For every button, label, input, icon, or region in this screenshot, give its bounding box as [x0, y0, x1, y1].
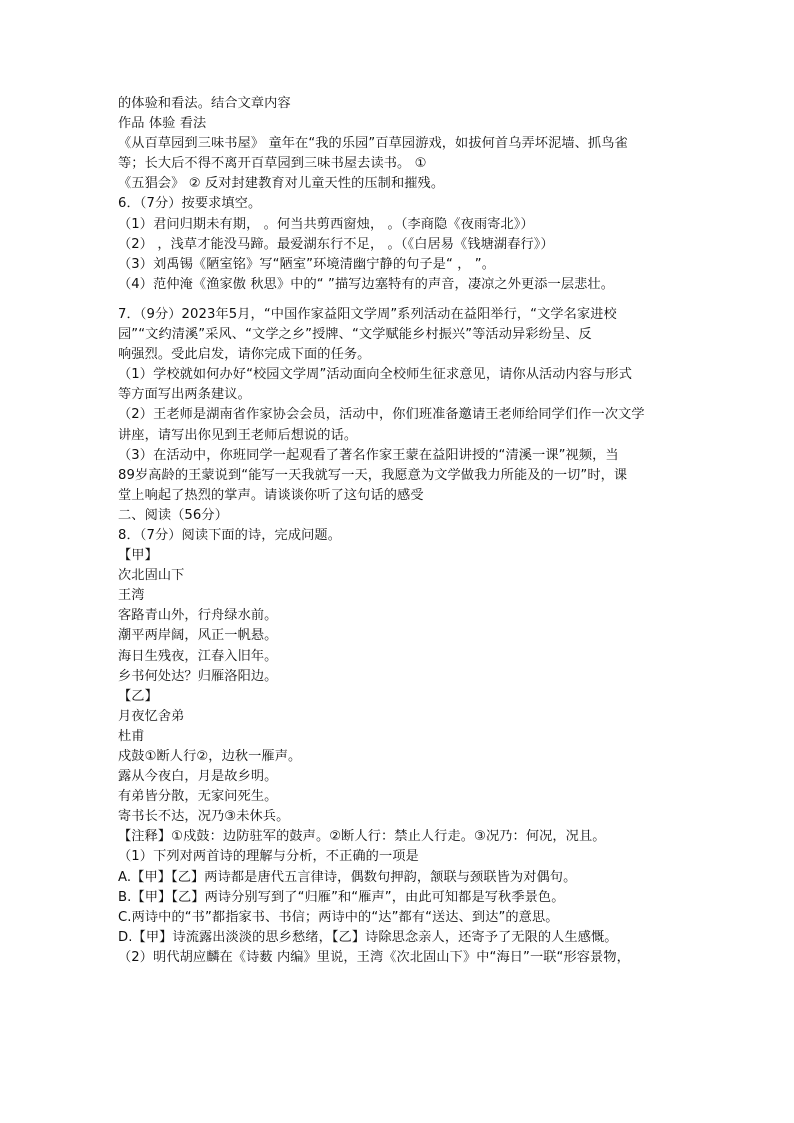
question-7-text: 园”“文约清溪”采风、“文学之乡”授牌、“文学赋能乡村振兴”等活动异彩纷呈、反 — [118, 327, 592, 343]
poem-line: 客路青山外，行舟绿水前。 — [118, 608, 278, 624]
question-6-item-1: （1）君问归期未有期， 。何当共剪西窗烛， 。（李商隐《夜雨寄北》） — [118, 216, 534, 232]
poem-line: 戍鼓①断人行②，边秋一雁声。 — [118, 749, 302, 764]
table-header-line: 作品 体验 看法 — [118, 116, 207, 132]
annotation-line: 【注释】①戍鼓：边防驻军的鼓声。②断人行：禁止人行走。③况乃：何况，况且。 — [118, 829, 606, 845]
poem-label-yi: 【乙】 — [118, 688, 158, 704]
poem-label-jia: 【甲】 — [118, 548, 158, 564]
blank-line — [118, 295, 688, 305]
text-line: 的体验和看法。结合文章内容 — [118, 96, 291, 111]
poem-line: 海日生残夜，江春入旧年。 — [118, 648, 278, 664]
question-7-item-2: 讲座，请写出你见到王老师后想说的话。 — [118, 427, 358, 443]
poem-line: 露从今夜白，月是故乡明。 — [118, 769, 278, 785]
poem-line: 有弟皆分散，无家问死生。 — [118, 789, 278, 805]
document-page — [118, 94, 688, 968]
question-6-item-3: （3）刘禹锡《陋室铭》写“陋室”环境清幽宁静的句子是“ ， ”。 — [118, 256, 495, 272]
question-7-item-2: （2）王老师是湖南省作家协会会员，活动中，你们班准备邀请王老师给同学们作一次文学 — [118, 407, 645, 423]
table-row-line: 《五猖会》 ② 反对封建教育对儿童天性的压制和摧残。 — [118, 176, 445, 192]
question-6-title: 6．（7分）按要求填空。 — [118, 196, 262, 212]
poem-title: 月夜忆舍弟 — [118, 708, 185, 724]
option-c: C.两诗中的“书”都指家书、书信；两诗中的“达”都有“送达、到达”的意思。 — [118, 909, 559, 925]
poem-title: 次北固山下 — [118, 568, 185, 584]
table-row-line: 《从百草园到三味书屋》 童年在“我的乐园”百草园游戏，如拔何首乌弄坏泥墙、抓鸟雀 — [118, 136, 628, 152]
section-heading: 二、阅读（56分） — [118, 507, 228, 523]
table-row-line: 等；长大后不得不离开百草园到三味书屋去读书。 ① — [118, 156, 427, 172]
poem-line: 寄书长不达，况乃③未休兵。 — [118, 809, 290, 825]
question-7-item-3: （3）在活动中，你班同学一起观看了著名作家王蒙在益阳讲授的“清溪一课”视频，当 — [118, 447, 619, 463]
option-b: B.【甲】【乙】两诗分别写到了“归雁”和“雁声”，由此可知都是写秋季景色。 — [118, 889, 565, 905]
question-7-item-1: （1）学校就如何办好“校园文学周”活动面向全校师生征求意见，请你从活动内容与形式 — [118, 367, 632, 383]
question-6-item-2: （2） ，浅草才能没马蹄。最爱湖东行不足， 。（《白居易《钱塘湖春行》） — [118, 236, 554, 252]
question-7-item-3: 89岁高龄的王蒙说到“能写一天我就写一天，我愿意为文学做我力所能及的一切”时，课 — [118, 467, 628, 483]
option-d: D.【甲】诗流露出淡淡的思乡愁绪，【乙】诗除思念亲人，还寄予了无限的人生感慨。 — [118, 929, 618, 945]
question-6-item-4: （4）范仲淹《渔家傲 秋思》中的“ ”描写边塞特有的声音，凄凉之外更添一层悲壮。 — [118, 276, 614, 292]
poem-line: 乡书何处达？归雁洛阳边。 — [118, 668, 278, 684]
poem-author: 杜甫 — [118, 728, 145, 744]
question-8-item-2: （2）明代胡应麟在《诗薮 内编》里说，王湾《次北固山下》中“海日”一联“形容景物， — [118, 949, 630, 965]
poem-line: 潮平两岸阔，风正一帆悬。 — [118, 628, 278, 644]
option-a: A.【甲】【乙】两诗都是唐代五言律诗，偶数句押韵，颔联与颈联皆为对偶句。 — [118, 869, 577, 885]
question-8-item-1: （1）下列对两首诗的理解与分析，不正确的一项是 — [118, 849, 419, 865]
question-7-item-3: 堂上响起了热烈的掌声。请谈谈你听了这句话的感受 — [118, 487, 424, 503]
question-7-item-1: 等方面写出两条建议。 — [118, 387, 251, 403]
question-7-text: 响强烈。受此启发，请你完成下面的任务。 — [118, 347, 371, 363]
poem-author: 王湾 — [118, 588, 145, 604]
question-7-title: 7．（9分）2023年5月，“中国作家益阳文学周”系列活动在益阳举行，“文学名家进校 — [118, 306, 617, 322]
question-8-title: 8．（7分）阅读下面的诗，完成问题。 — [118, 527, 341, 543]
